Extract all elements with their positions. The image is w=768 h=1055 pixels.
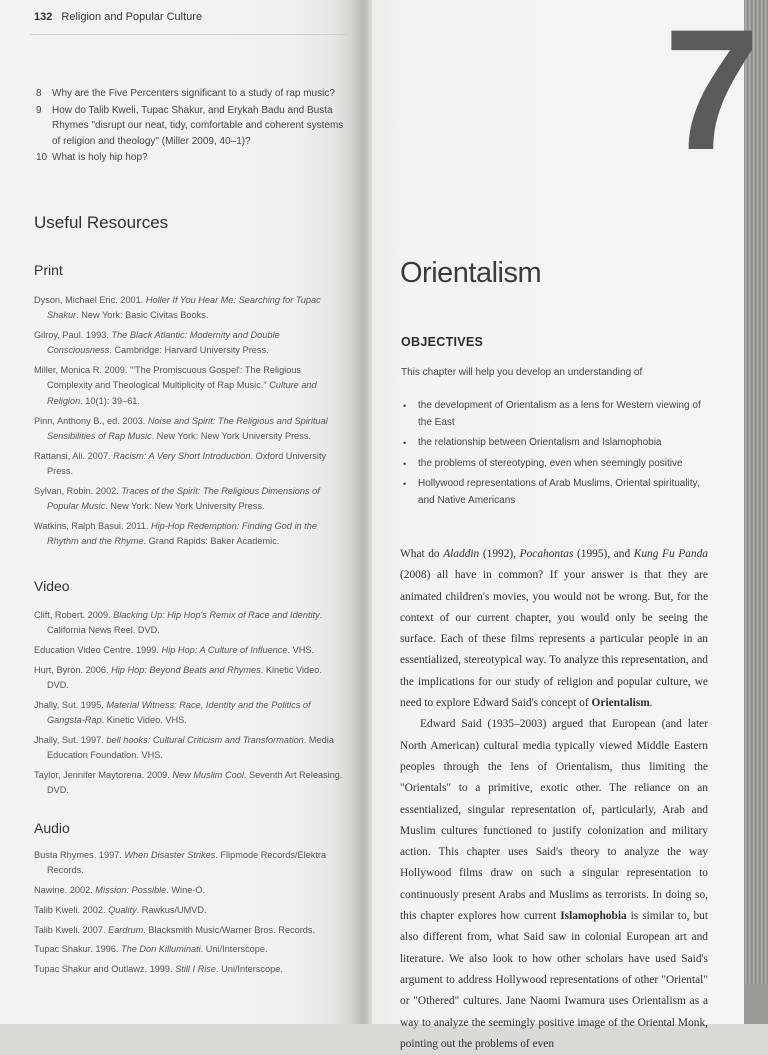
- reference-text: . Blacksmith Music/Warner Bros. Records.: [143, 924, 316, 935]
- chapter-body: [400, 544, 708, 1055]
- reference-text: . Kinetic Video. DVD.: [47, 664, 322, 691]
- reference-title: Still I Rise: [175, 964, 216, 975]
- reference-text: Tupac Shakur and Outlawz. 1999.: [34, 964, 176, 975]
- reference-entry: [34, 883, 346, 898]
- objective-text: Hollywood representations of Arab Muslims, Oriental spirituality, and Native Americans: [418, 478, 700, 506]
- film-title: Pocahontas: [519, 548, 574, 560]
- reference-text: Watkins, Ralph Basui. 2011.: [34, 520, 151, 531]
- reference-title: Eardrum: [108, 924, 144, 935]
- chapter-title: Orientalism: [400, 257, 542, 289]
- running-head-title: Religion and Popular Culture: [61, 11, 203, 23]
- reference-text: . Rawkus/UMVD.: [136, 904, 207, 915]
- reference-entry: [34, 733, 346, 764]
- reference-text: . Seventh Art Releasing. DVD.: [47, 770, 343, 796]
- reference-title: Traces of the Spirit: The Religious Dimensions of Popular Music: [47, 485, 320, 512]
- bullet-icon: •: [403, 401, 407, 411]
- reference-text: Tupac Shakur. 1996.: [34, 944, 121, 955]
- reference-text: . Uni/Interscope.: [200, 944, 268, 955]
- reference-text: Jhally, Sut. 1995.: [34, 699, 107, 710]
- reference-entry: [34, 663, 346, 694]
- reference-title: Noise and Spirit: The Religious and Spiritual Sensibilities of Rap Music: [47, 415, 328, 441]
- objective-text: the relationship between Orientalism and Islamophobia: [418, 437, 662, 448]
- running-head: [34, 11, 202, 23]
- bullet-icon: •: [403, 479, 407, 489]
- reference-entry: [34, 643, 346, 658]
- body-text-run: is similar to, but also different from, what Said saw in colonial European art and literature. We also look to how other scholars have used Said's argument to address Hollywood representations of other "Oriental" or "Othered" cultures. Jane Naomi Iwamura uses Orientalism as a way to analyze the seemingly positive image of the Oriental Monk, pointing out the problems of even: [400, 910, 708, 1050]
- reference-entry: [34, 608, 346, 639]
- reference-text: . Oxford University Press.: [47, 450, 327, 476]
- reference-entry: [34, 363, 346, 409]
- reference-title: When Disaster Strikes: [124, 850, 216, 860]
- question-list: [36, 86, 344, 167]
- question-item: [36, 86, 344, 102]
- objective-item: [403, 435, 713, 452]
- film-title: Kung Fu Panda: [633, 548, 708, 560]
- reference-text: Sylvan, Robin. 2002.: [34, 485, 122, 496]
- reference-entry: [34, 698, 346, 729]
- reference-text: . Flipmode Records/Elektra Records.: [47, 850, 327, 876]
- reference-text: Talib Kweli. 2002.: [34, 904, 109, 915]
- bullet-icon: •: [403, 438, 407, 448]
- reference-text: Hurt, Byron. 2006.: [34, 664, 112, 675]
- body-paragraph: [400, 544, 708, 714]
- reference-entry: [34, 449, 346, 480]
- reference-text: Education Video Centre. 1999.: [34, 645, 162, 656]
- reference-text: . California News Reel. DVD.: [47, 610, 323, 636]
- header-rule: [30, 34, 348, 35]
- reference-entry: [34, 903, 346, 918]
- reference-text: Gilroy, Paul. 1993.: [34, 330, 112, 341]
- reference-text: Miller, Monica R. 2009. "'The Promiscuous Gospel': The Religious Complexity and Theological Multiplicity of Rap Music.": [34, 365, 302, 391]
- reference-entry: [34, 768, 346, 799]
- objective-text: the development of Orientalism as a lens for Western viewing of the East: [418, 400, 701, 428]
- page-number: 132: [34, 11, 53, 23]
- useful-resources-heading: Useful Resources: [34, 213, 169, 232]
- objective-item: [403, 456, 713, 473]
- reference-title: Quality: [108, 904, 137, 915]
- reference-title: The Don Killuminati: [121, 944, 201, 955]
- reference-text: . New York: Basic Civitas Books.: [76, 310, 209, 321]
- reference-title: The Black Atlantic: Modernity and Double Consciousness: [47, 330, 280, 356]
- reference-title: New Muslim Cool: [172, 770, 244, 781]
- body-text-run: (1995), and: [573, 548, 634, 560]
- reference-title: Mission: Possible: [95, 885, 167, 896]
- reference-text: Talib Kweli. 2007.: [34, 924, 109, 935]
- reference-title: Racism: A Very Short Introduction: [113, 450, 251, 461]
- reference-entry: [34, 484, 346, 515]
- reference-text: Clift, Robert. 2009.: [34, 610, 114, 620]
- video-heading: Video: [34, 578, 70, 594]
- film-title: Aladdin: [443, 548, 480, 560]
- question-text: Why are the Five Percenters significant to a study of rap music?: [52, 88, 335, 99]
- reference-title: bell hooks: Cultural Criticism and Transformation: [106, 735, 304, 746]
- reference-text: . Uni/Interscope.: [215, 964, 283, 975]
- audio-heading: Audio: [34, 820, 70, 836]
- body-text-run: (1992),: [479, 548, 520, 560]
- reference-text: . New York: New York University Press.: [105, 501, 265, 512]
- reference-text: Busta Rhymes. 1997.: [34, 850, 125, 860]
- reference-entry: [34, 942, 346, 957]
- key-term: Orientalism: [591, 697, 650, 710]
- body-text-run: .: [649, 697, 653, 710]
- reference-text: . Kinetic Video. VHS.: [101, 715, 187, 726]
- objectives-intro: This chapter will help you develop an understanding of: [401, 367, 643, 378]
- reference-text: Nawine. 2002.: [34, 885, 96, 896]
- reference-text: . Wine-O.: [166, 885, 206, 896]
- question-number: 8: [36, 88, 42, 99]
- reference-text: . VHS.: [287, 645, 315, 656]
- reference-title: Hip Hop: Beyond Beats and Rhymes: [111, 664, 261, 675]
- print-reference-list: [34, 293, 346, 554]
- reference-text: . New York: New York University Press.: [151, 430, 311, 441]
- reference-text: . Grand Rapids: Baker Academic.: [143, 536, 280, 547]
- reference-entry: [34, 962, 346, 977]
- question-text: How do Talib Kweli, Tupac Shakur, and Erykah Badu and Busta Rhymes "disrupt our neat, tidy, comfortable and coherent systems of religion and theology" (Miller 2009, 40–1)?: [52, 104, 344, 147]
- reference-entry: [34, 328, 346, 359]
- reference-text: Pinn, Anthony B., ed. 2003.: [34, 415, 148, 426]
- reference-entry: [34, 519, 346, 550]
- reference-text: . Cambridge: Harvard University Press.: [109, 345, 269, 356]
- question-item: [36, 103, 344, 150]
- objective-item: [403, 476, 713, 509]
- reference-entry: [34, 923, 346, 938]
- video-reference-list: [34, 608, 346, 803]
- body-paragraph: [400, 714, 708, 1055]
- reference-title: Hip Hop: A Culture of Influence: [161, 645, 288, 656]
- reference-text: Rattansi, Ali. 2007.: [34, 450, 114, 461]
- question-text: What is holy hip hop?: [52, 152, 148, 163]
- reference-entry: [34, 414, 346, 445]
- body-text-run: Edward Said (1935–2003) argued that European (and later North American) cultural media typically viewed Middle Eastern peoples through the lens of Orientalism, thus limiting the "Orientals" to a primitive, exotic other. The reliance on an essentialized, singular representation of, particularly, Arab and Muslim cultures functioned to justify colonization and military action. This chapter uses Said's theory to analyze the way Hollywood films draw on such a singular representation to continuously present Arabs and Muslims as terrorists. In doing so, this chapter explores how current: [400, 718, 708, 923]
- question-number: 10: [36, 152, 48, 163]
- chapter-number: 7: [664, 0, 756, 186]
- reference-text: Dyson, Michael Eric. 2001.: [34, 295, 146, 305]
- objectives-list: [403, 398, 713, 513]
- body-text-run: What do: [400, 548, 444, 560]
- key-term: Islamophobia: [560, 910, 627, 923]
- bullet-icon: •: [403, 458, 407, 469]
- reference-title: Blacking Up: Hip Hop's Remix of Race and Identity: [113, 610, 320, 620]
- reference-text: Taylor, Jennifer Maytorena. 2009.: [34, 770, 173, 781]
- reference-text: . 10(1): 39–61.: [80, 395, 140, 406]
- reference-title: Culture and Religion: [47, 380, 317, 406]
- reference-text: Jhally, Sut. 1997.: [34, 735, 107, 746]
- reference-entry: [34, 848, 346, 879]
- objective-text: the problems of stereotyping, even when seemingly positive: [418, 457, 683, 469]
- reference-title: Holler If You Hear Me: Searching for Tupac Shakur: [47, 295, 321, 321]
- print-heading: Print: [34, 262, 63, 278]
- question-number: 9: [36, 104, 42, 116]
- reference-title: Hip-Hop Redemption: Finding God in the Rhythm and the Rhyme: [47, 520, 317, 547]
- reference-entry: [34, 293, 346, 324]
- objectives-heading: OBJECTIVES: [401, 335, 484, 349]
- question-item: [36, 150, 344, 166]
- audio-reference-list: [34, 848, 346, 982]
- reference-text: . Media Education Foundation. VHS.: [47, 735, 334, 761]
- reference-title: Material Witness: Race, Identity and the Politics of Gangsta-Rap: [47, 699, 311, 726]
- objective-item: [403, 398, 713, 431]
- body-text-run: (2008) all have in common? If your answer is that they are animated children's movies, you would not be wrong. But, for the context of our current chapter, you would only be seeing the surface. Each of these films represents a particular people in an essentialized, stereotypical way. To analyze this representation, and the implications for our study of religion and popular culture, we need to explore Edward Said's concept of: [400, 569, 708, 710]
